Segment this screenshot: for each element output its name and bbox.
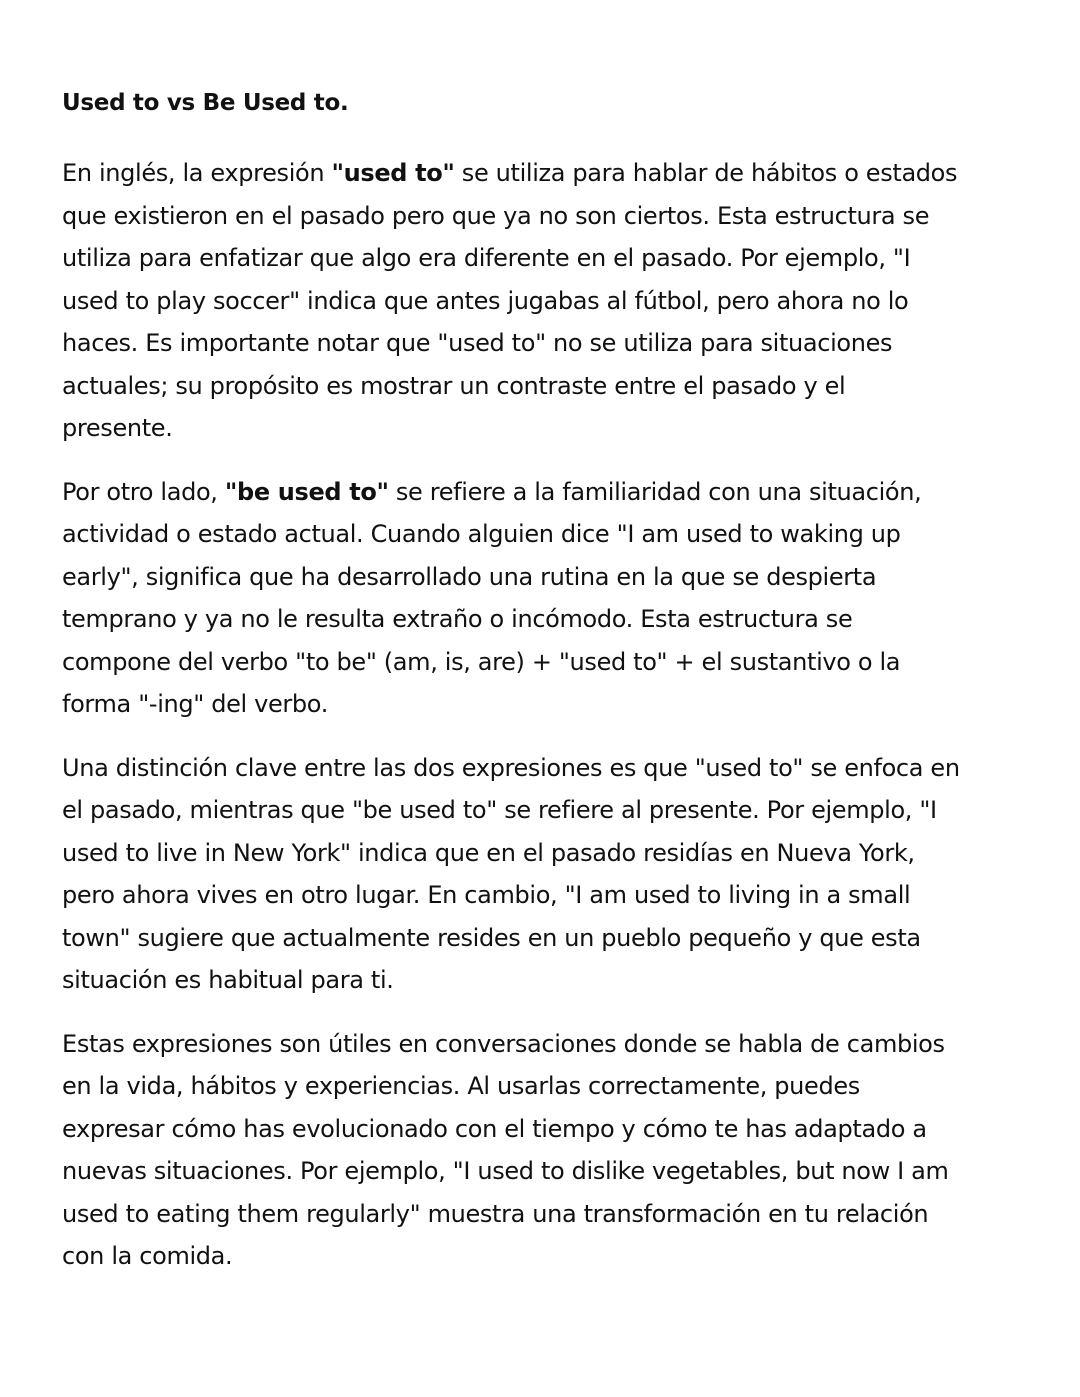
paragraph-text-lead: En inglés, la expresión: [62, 159, 332, 187]
paragraph-key-distinction: Una distinción clave entre las dos expresiones es que "used to" se enfoca en el pasado, mientras que "be used to" se refiere al presente. Por ejemplo, "I used to live in New York" indica que en el pasado residías en Nueva York, pero ahora vives en otro lugar. En cambio, "I am used to living in a small town" sugiere que actualmente resides en un pueblo pequeño y que esta situación es habitual para ti.: [62, 753, 960, 994]
paragraph-text-lead: Por otro lado,: [62, 477, 225, 506]
paragraph-text-rest: se utiliza para hablar de hábitos o estados que existieron en el pasado pero que ya no son ciertos. Esta estructura se utiliza para enfatizar que algo era diferente en el pasado. Por ejemplo, "I used to play soccer" indica que antes jugabas al fútbol, pero ahora no lo haces. Es importante notar que "used to" no se utiliza para situaciones actuales; su propósito es mostrar un contraste entre el pasado y el presente.: [62, 159, 958, 442]
paragraph-usefulness: Estas expresiones son útiles en conversaciones donde se habla de cambios en la vida, hábitos y experiencias. Al usarlas correctamente, puedes expresar cómo has evolucionado con el tiempo y cómo te has adaptado a nuevas situaciones. Por ejemplo, "I used to dislike vegetables, but now I am used to eating them regularly" muestra una transformación en tu relación con la comida.: [62, 1029, 949, 1270]
paragraph-be-used-to: [62, 471, 962, 726]
document-title: Used to vs Be Used to.: [62, 90, 349, 116]
document-page: [62, 82, 962, 1299]
paragraph-text-rest: se refiere a la familiaridad con una situación, actividad o estado actual. Cuando alguien dice "I am used to waking up early", significa que ha desarrollado una rutina en la que se despierta temprano y ya no le resulta extraño o incómodo. Esta estructura se compone del verbo "to be" (am, is, are) + "used to" + el sustantivo o la forma "-ing" del verbo.: [62, 477, 922, 718]
bold-phrase-be-used-to: "be used to": [224, 477, 389, 506]
paragraph-used-to: [62, 152, 962, 450]
bold-phrase-used-to: "used to": [331, 159, 455, 187]
